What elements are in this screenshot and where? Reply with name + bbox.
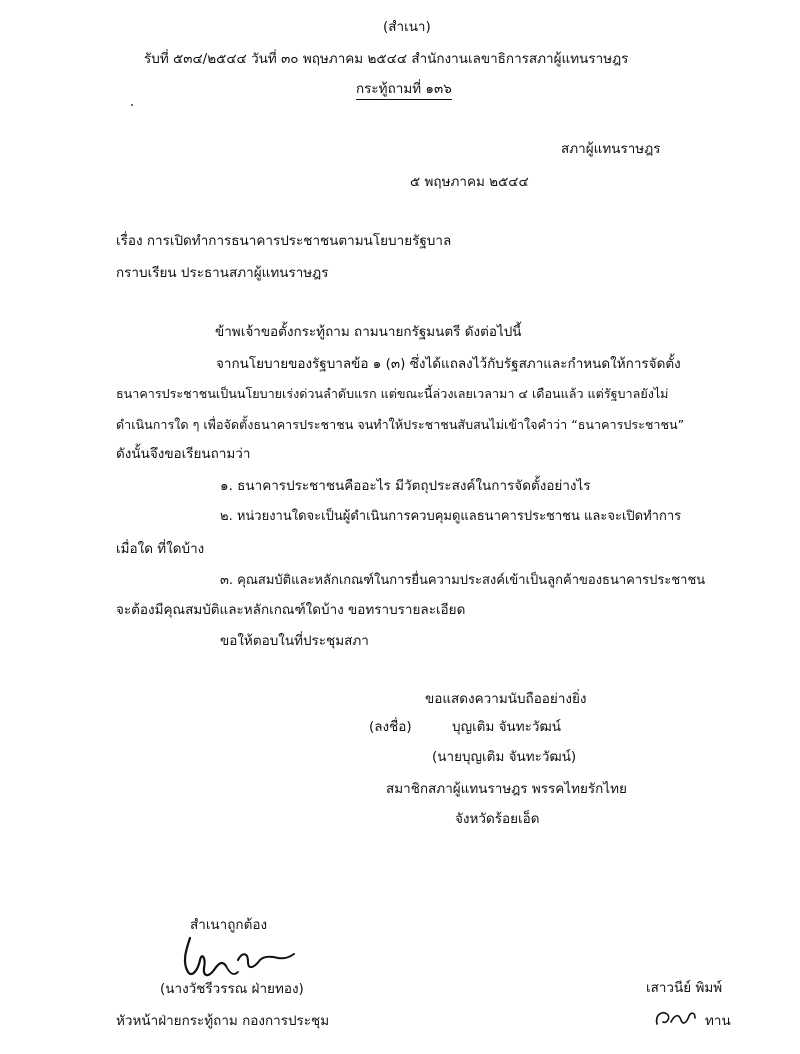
closing-regards: ขอแสดงความนับถืออย่างยิ่ง — [425, 691, 587, 707]
question-1: ๑. ธนาคารประชาชนคืออะไร มีวัตถุประสงค์ในการจัดตั้งอย่างไร — [220, 478, 591, 494]
intro-line: ข้าพเจ้าขอตั้งกระทู้ถาม ถามนายกรัฐมนตรี ดังต่อไปนี้ — [215, 324, 522, 340]
salutation-line: กราบเรียน ประธานสภาผู้แทนราษฎร — [116, 265, 329, 281]
checker-initials — [651, 1004, 701, 1032]
full-name: (นายบุญเติม จันทะวัฒน์) — [432, 749, 577, 765]
checked-label: ทาน — [705, 1013, 731, 1029]
para-line-2: ธนาคารประชาชนเป็นนโยบายเร่งด่วนลำดับแรก แต่ขณะนี้ล่วงเลยเวลามา ๔ เดือนแล้ว แต่รัฐบาลยังไม่ — [116, 386, 669, 401]
question-2-line-2: เมื่อใด ที่ใดบ้าง — [116, 541, 205, 557]
signed-name: บุญเติม จันทะวัฒน์ — [452, 719, 561, 735]
question-number: กระทู้ถามที่ ๑๓๖ — [356, 80, 452, 100]
certified-copy-label: สำเนาถูกต้อง — [190, 917, 268, 933]
subject-line: เรื่อง การเปิดทำการธนาคารประชาชนตามนโยบายรัฐบาล — [116, 233, 452, 249]
speck — [131, 104, 133, 106]
sign-label: (ลงชื่อ) — [369, 719, 412, 735]
member-position: สมาชิกสภาผู้แทนราษฎร พรรคไทยรักไทย — [386, 781, 627, 797]
para-line-1: จากนโยบายของรัฐบาลข้อ ๑ (๓) ซึ่งได้แถลงไว้กับรัฐสภาและกำหนดให้การจัดตั้ง — [216, 356, 681, 372]
para-line-4: ดังนั้นจึงขอเรียนถามว่า — [116, 446, 251, 462]
certifier-position: หัวหน้าฝ่ายกระทู้ถาม กองการประชุม — [116, 1013, 330, 1029]
sender-date: ๕ พฤษภาคม ๒๕๔๔ — [410, 174, 529, 190]
sender-org: สภาผู้แทนราษฎร — [561, 141, 661, 157]
question-3-line-2: จะต้องมีคุณสมบัติและหลักเกณฑ์ใดบ้าง ขอทราบรายละเอียด — [116, 602, 466, 618]
question-3-line-1: ๓. คุณสมบัติและหลักเกณฑ์ในการยื่นความประสงค์เข้าเป็นลูกค้าของธนาคารประชาชน — [220, 573, 706, 588]
answer-request: ขอให้ตอบในที่ประชุมสภา — [220, 633, 369, 649]
question-2-line-1: ๒. หน่วยงานใดจะเป็นผู้ดำเนินการควบคุมดูแลธนาคารประชาชน และจะเปิดทำการ — [220, 509, 682, 524]
member-province: จังหวัดร้อยเอ็ด — [455, 811, 540, 827]
para-line-3: ดำเนินการใด ๆ เพื่อจัดตั้งธนาคารประชาชน จนทำให้ประชาชนสับสนไม่เข้าใจคำว่า “ธนาคารประชาชน” — [116, 417, 685, 432]
copy-label: (สำเนา) — [383, 19, 431, 35]
received-stamp-line: รับที่ ๕๓๔/๒๕๔๔ วันที่ ๓๐ พฤษภาคม ๒๕๔๔ สำนักงานเลขาธิการสภาผู้แทนราษฎร — [144, 51, 629, 67]
typist-line: เสาวนีย์ พิมพ์ — [646, 980, 723, 996]
certifier-name: (นางวัชรีวรรณ ฝ่ายทอง) — [160, 981, 304, 997]
